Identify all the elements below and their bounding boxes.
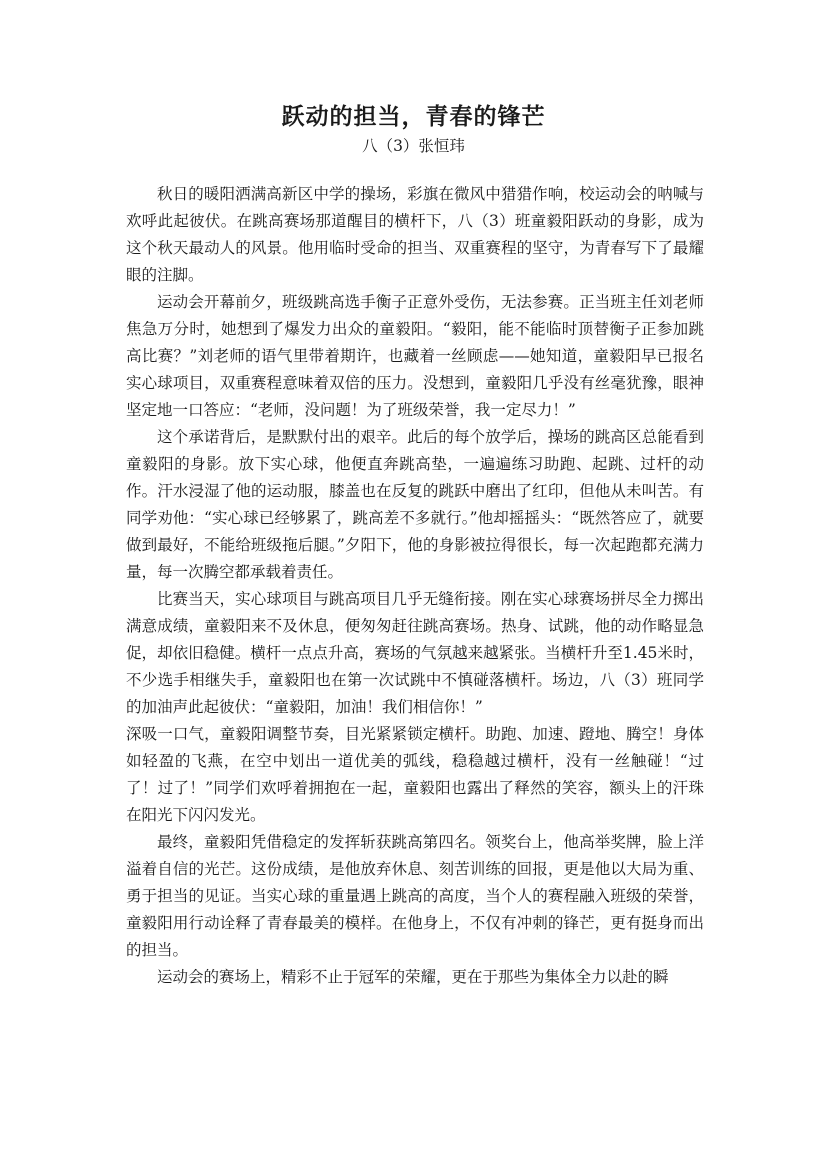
paragraph-2: 运动会开幕前夕，班级跳高选手衡子正意外受伤，无法参赛。正当班主任刘老师焦急万分时，她想到了爆发力出众的童毅阳。“毅阳，能不能临时顶替衡子正参加跳高比赛？”刘老师的语气里带着期许，也藏着一丝顾虑——她知道，童毅阳早已报名实心球项目，双重赛程意味着双倍的压力。没想到，童毅阳几乎没有丝毫犹豫，眼神坚定地一口答应：“老师，没问题！为了班级荣誉，我一定尽力！”	[126, 293, 704, 419]
paragraph-3: 这个承诺背后，是默默付出的艰辛。此后的每个放学后，操场的跳高区总能看到童毅阳的身影。放下实心球，他便直奔跳高垫，一遍遍练习助跑、起跳、过杆的动作。汗水浸湿了他的运动服，膝盖也在反复的跳跃中磨出了红印，但他从未叫苦。有同学劝他：“实心球已经够累了，跳高差不多就行。”他却摇摇头：“既然答应了，就要做到最好，不能给班级拖后腿。”夕阳下，他的身影被拉得很长，每一次起跑都充满力量，每一次腾空都承载着责任。	[126, 428, 704, 581]
paragraph-4: 比赛当天，实心球项目与跳高项目几乎无缝衔接。刚在实心球赛场拼尽全力掷出满意成绩，童毅阳来不及休息，便匆匆赶往跳高赛场。热身、试跳，他的动作略显急促，却依旧稳健。横杆一点点升高，赛场的气氛越来越紧张。当横杆升至1.45米时，不少选手相继失手，童毅阳也在第一次试跳中不慎碰落横杆。场边，八（3）班同学的加油声此起彼伏：“童毅阳，加油！我们相信你！”	[126, 590, 704, 716]
paragraph-7: 运动会的赛场上，精彩不止于冠军的荣耀，更在于那些为集体全力以赴的瞬	[157, 968, 669, 986]
page-title: 跃动的担当，青春的锋芒	[281, 103, 546, 130]
paragraph-6: 最终，童毅阳凭借稳定的发挥斩获跳高第四名。领奖台上，他高举奖牌，脸上洋溢着自信的光芒。这份成绩，是他放弃休息、刻苦训练的回报，更是他以大局为重、勇于担当的见证。当实心球的重量遇上跳高的高度，当个人的赛程融入班级的荣誉，童毅阳用行动诠释了青春最美的模样。在他身上，不仅有冲刺的锋芒，更有挺身而出的担当。	[126, 833, 704, 959]
paragraph-5: 深吸一口气，童毅阳调整节奏，目光紧紧锁定横杆。助跑、加速、蹬地、腾空！身体如轻盈的飞燕，在空中划出一道优美的弧线，稳稳越过横杆，没有一丝触碰！“过了！过了！”同学们欢呼着拥抱在一起，童毅阳也露出了释然的笑容，额头上的汗珠在阳光下闪闪发光。	[126, 725, 704, 824]
author-line: 八（3）张恒玮	[362, 137, 465, 155]
article-body	[126, 181, 704, 991]
paragraph-1: 秋日的暖阳洒满高新区中学的操场，彩旗在微风中猎猎作响，校运动会的呐喊与欢呼此起彼伏。在跳高赛场那道醒目的横杆下，八（3）班童毅阳跃动的身影，成为这个秋天最动人的风景。他用临时受命的担当、双重赛程的坚守，为青春写下了最耀眼的注脚。	[126, 185, 704, 284]
